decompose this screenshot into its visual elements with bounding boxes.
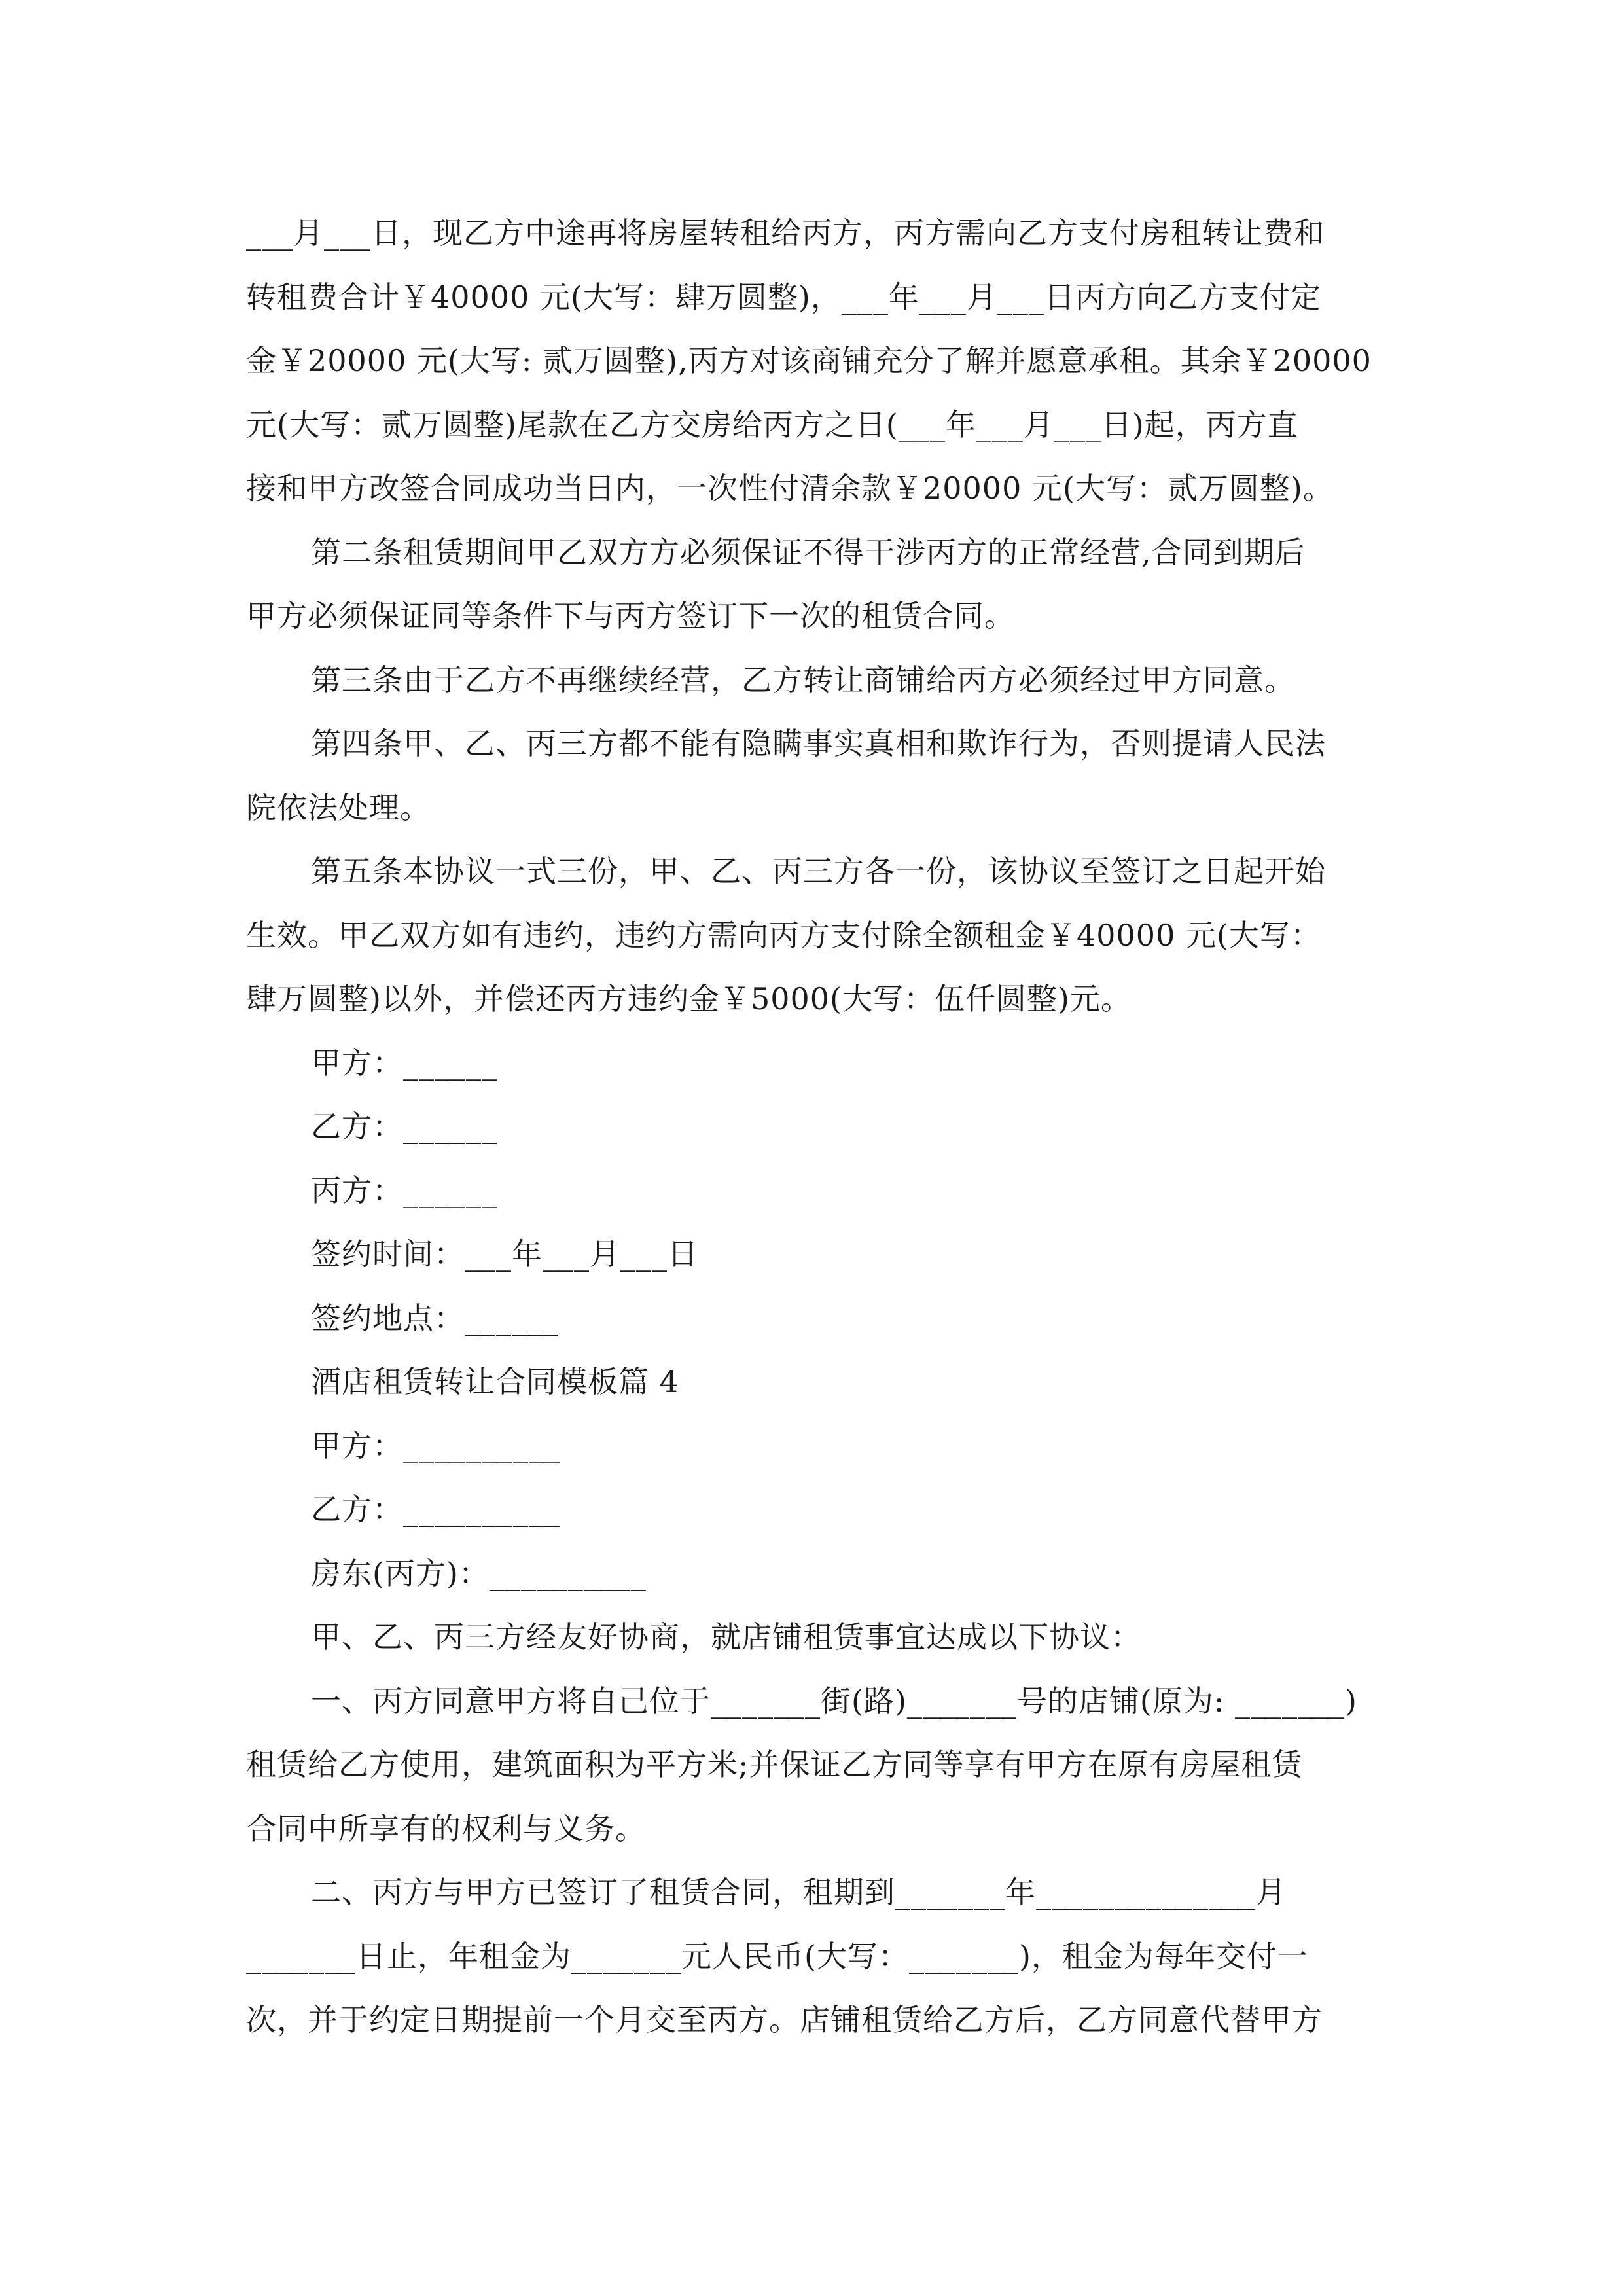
text-line: 房东(丙方)：__________ [311,1555,647,1591]
text-line: 接和甲方改签合同成功当日内，一次性付清余款￥20000 元(大写：贰万圆整)。 [246,471,1334,506]
text-line: 转租费合计￥40000 元(大写：肆万圆整)，___年___月___日丙方向乙方支付定 [246,279,1321,315]
text-line: 甲、乙、丙三方经友好协商，就店铺租赁事宜达成以下协议： [311,1619,1141,1655]
text-line: 丙方：______ [311,1172,497,1208]
text-line: 生效。甲乙双方如有违约，违约方需向丙方支付除全额租金￥40000 元(大写： [246,917,1321,953]
text-line: 乙方：__________ [311,1492,560,1527]
text-line: 一、丙方同意甲方将自己位于_______街(路)_______号的店铺(原为: _______) [311,1683,1357,1719]
text-line: _______日止，年租金为_______元人民币(大写：_______)，租金为每年交付一 [246,1938,1308,1974]
text-line: 第三条由于乙方不再继续经营，乙方转让商铺给丙方必须经过甲方同意。 [311,662,1295,698]
text-line: 次，并于约定日期提前一个月交至丙方。店铺租赁给乙方后，乙方同意代替甲方 [246,2002,1323,2037]
text-line: 甲方：__________ [311,1427,560,1463]
text-line: 甲方：______ [311,1045,497,1081]
text-line: 金￥20000 元(大写: 贰万圆整),丙方对该商铺充分了解并愿意承租。其余￥20000 [246,343,1372,378]
text-line: 第二条租赁期间甲乙双方方必须保证不得干涉丙方的正常经营,合同到期后 [311,534,1306,570]
text-line: 合同中所享有的权利与义务。 [246,1810,646,1846]
text-line: 酒店租赁转让合同模板篇 4 [311,1364,679,1399]
text-line: 院依法处理。 [246,789,431,825]
text-line: 乙方：______ [311,1109,497,1144]
text-line: 第五条本协议一式三份，甲、乙、丙三方各一份，该协议至签订之日起开始 [311,853,1326,889]
text-line: 签约地点：______ [311,1300,559,1336]
text-line: ___月___日，现乙方中途再将房屋转租给丙方，丙方需向乙方支付房租转让费和 [246,215,1325,251]
text-line: 第四条甲、乙、丙三方都不能有隐瞒事实真相和欺诈行为，否则提请人民法 [311,726,1326,761]
text-line: 签约时间：___年___月___日 [311,1236,698,1272]
text-line: 租赁给乙方使用，建筑面积为平方米;并保证乙方同等享有甲方在原有房屋租赁 [246,1747,1303,1782]
text-line: 甲方必须保证同等条件下与丙方签订下一次的租赁合同。 [246,598,1015,634]
text-line: 元(大写：贰万圆整)尾款在乙方交房给丙方之日(___年___月___日)起，丙方直 [246,406,1298,442]
text-line: 二、丙方与甲方已签订了租赁合同，租期到_______年______________月 [311,1874,1287,1910]
text-line: 肆万圆整)以外，并偿还丙方违约金￥5000(大写：伍仟圆整)元。 [246,981,1132,1016]
contract-body [246,202,1380,2053]
